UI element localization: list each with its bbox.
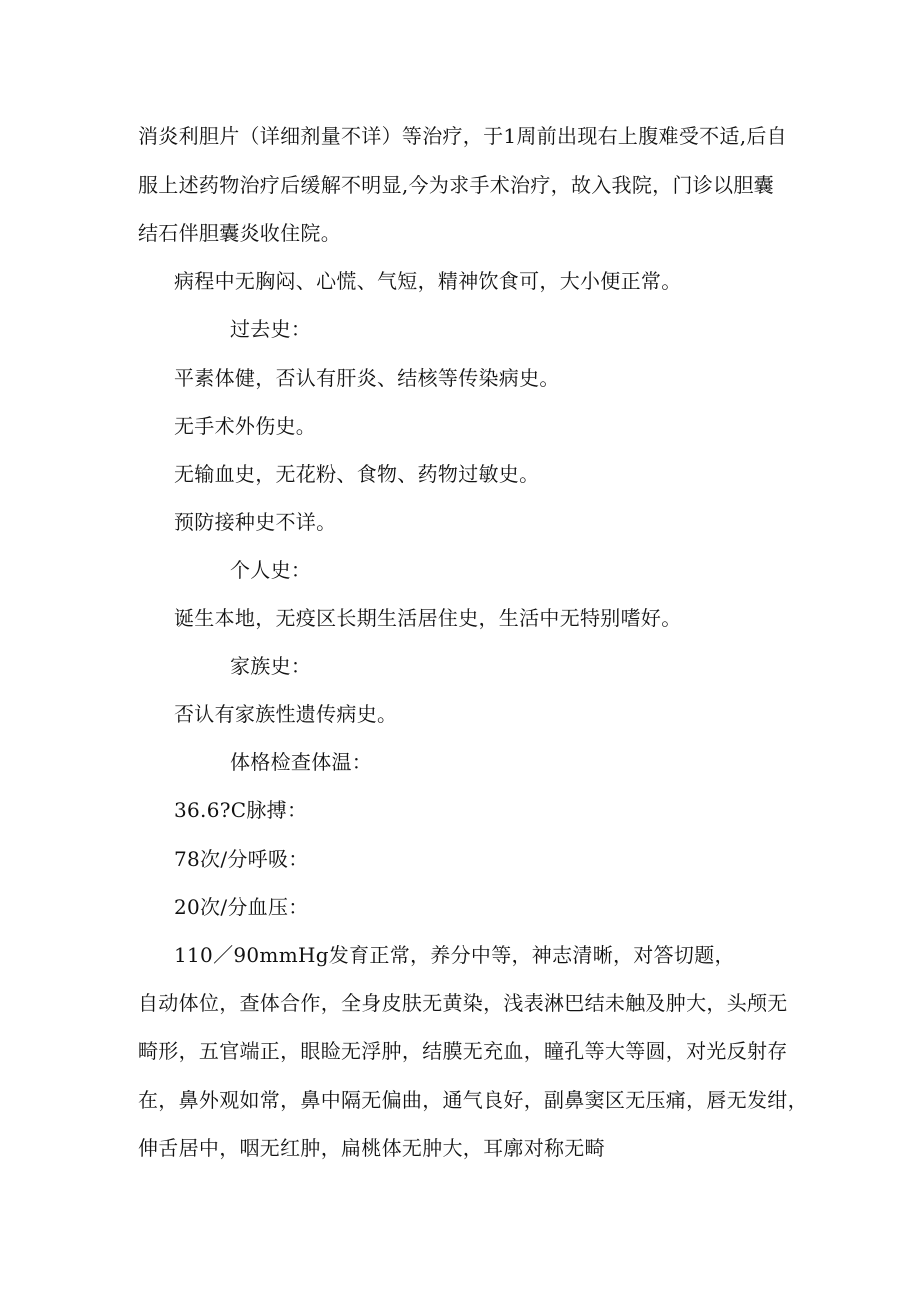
text-line: 20次/分血压： <box>174 895 309 919</box>
text-line: 否认有家族性遗传病史。 <box>174 702 398 726</box>
text-line: 78次/分呼吸： <box>174 847 309 871</box>
text-line: 在，鼻外观如常，鼻中隔无偏曲，通气良好，副鼻窦区无压痛，唇无发绀， <box>138 1088 808 1112</box>
text-line: 服上述药物治疗后缓解不明显,今为求手术治疗，故入我院，门诊以胆囊 <box>138 173 774 197</box>
text-line: 伸舌居中，咽无红肿，扁桃体无肿大，耳廓对称无畸 <box>138 1136 605 1160</box>
text-line: 诞生本地，无疫区长期生活居住史，生活中无特别嗜好。 <box>174 606 682 630</box>
text-line: 病程中无胸闷、心慌、气短，精神饮食可，大小便正常。 <box>174 269 682 293</box>
text-line: 预防接种史不详。 <box>174 510 337 534</box>
text-line: 110／90mmHg发育正常，养分中等，神志清晰，对答切题， <box>174 943 735 967</box>
section-heading: 个人史： <box>230 558 312 582</box>
text-line: 结石伴胆囊炎收住院。 <box>138 221 341 245</box>
text-line: 消炎利胆片（详细剂量不详）等治疗，于1周前出现右上腹难受不适,后自 <box>138 124 787 148</box>
text-line: 自动体位，查体合作，全身皮肤无黄染，浅表淋巴结未触及肿大，头颅无 <box>138 991 788 1015</box>
section-heading: 体格检查体温： <box>230 750 373 774</box>
text-line: 无输血史，无花粉、食物、药物过敏史。 <box>174 462 540 486</box>
text-line: 无手术外伤史。 <box>174 414 317 438</box>
text-line: 畸形，五官端正，眼睑无浮肿，结膜无充血，瞳孔等大等圆，对光反射存 <box>138 1039 788 1063</box>
section-heading: 过去史： <box>230 317 312 341</box>
text-line: 36.6?C脉搏： <box>174 798 308 822</box>
text-line: 平素体健，否认有肝炎、结核等传染病史。 <box>174 366 560 390</box>
section-heading: 家族史： <box>230 654 312 678</box>
